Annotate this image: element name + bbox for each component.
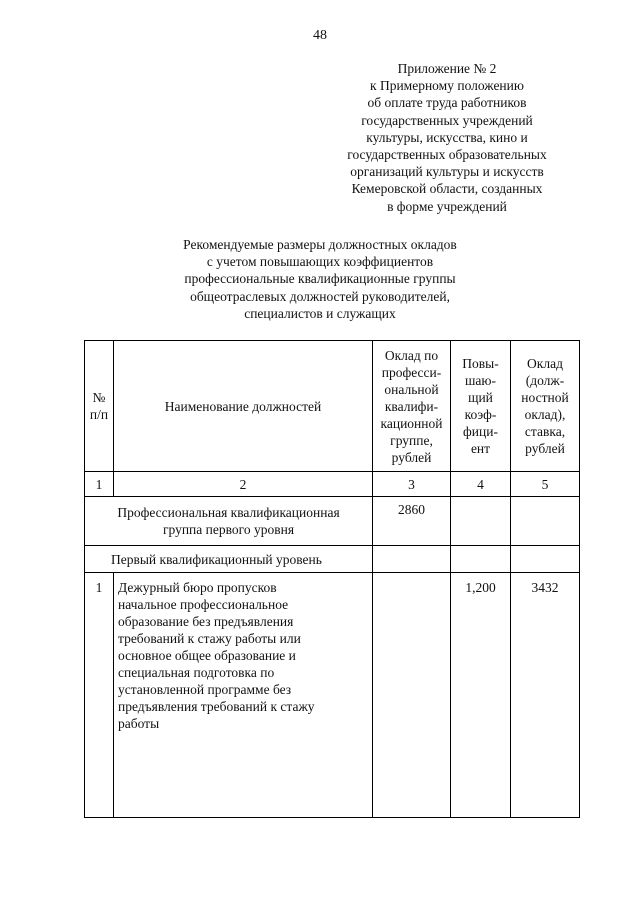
title-line: с учетом повышающих коэффициентов [206, 254, 434, 270]
header-line: професси- [381, 364, 442, 380]
header-line: рублей [391, 449, 432, 465]
header-oklad-group [373, 341, 451, 472]
header-line: ставка, [524, 424, 566, 439]
group-salary-empty [511, 497, 580, 546]
header-line: ент [470, 441, 491, 456]
header-num [85, 341, 114, 472]
title-line: профессиональные квалификационные группы [184, 271, 456, 287]
header-line: квалифи- [384, 398, 439, 414]
group-name [85, 497, 373, 546]
column-number: 4 [451, 472, 511, 497]
description-line: Дежурный бюро пропусков [118, 580, 277, 595]
appendix-block [330, 60, 564, 215]
header-line: ональной [384, 381, 439, 397]
appendix-line: Приложение № 2 [397, 61, 497, 76]
description-line: начальное профессиональное [118, 597, 289, 612]
group-row [85, 497, 580, 546]
appendix-line: об оплате труда работников [367, 95, 527, 111]
header-line: шаю- [465, 373, 496, 388]
column-number: 3 [373, 472, 451, 497]
title-line: Рекомендуемые размеры должностных окладов [183, 237, 457, 252]
header-line: оклад), [524, 407, 566, 422]
appendix-line: культуры, искусства, кино и [366, 129, 528, 145]
row-oklad-empty [373, 573, 451, 818]
group-coef-empty [451, 497, 511, 546]
header-line: фици- [463, 424, 498, 439]
header-line: группе, [390, 432, 433, 448]
level-oklad-empty [373, 546, 451, 573]
row-description [114, 573, 373, 818]
header-line: коэф- [464, 407, 497, 422]
header-line: ностной [521, 390, 569, 405]
row-salary: 3432 [511, 573, 580, 818]
description-line: специальная подготовка по [118, 665, 275, 680]
description-line: основное общее образование и [118, 648, 296, 663]
header-line: Оклад по [384, 347, 439, 363]
header-name: Наименование должностей [114, 341, 373, 472]
level-row [85, 546, 580, 573]
title-line: общеотраслевых должностей руководителей, [190, 288, 450, 304]
document-title [140, 236, 500, 322]
description-line: установленной программе без [118, 682, 292, 697]
column-number: 5 [511, 472, 580, 497]
appendix-line: в форме учреждений [387, 198, 507, 214]
header-line: Оклад [527, 356, 563, 371]
header-line: Повы- [462, 356, 499, 371]
column-number: 2 [114, 472, 373, 497]
header-line: (долж- [525, 373, 565, 388]
column-number: 1 [85, 472, 114, 497]
group-name-line: Профессиональная квалификационная [117, 505, 340, 520]
header-line: кационной [380, 415, 443, 431]
appendix-line: государственных учреждений [361, 112, 533, 128]
header-num-line: № [92, 390, 106, 405]
group-name-line: группа первого уровня [162, 522, 295, 537]
description-line: работы [118, 716, 160, 731]
page-number: 48 [313, 28, 327, 43]
level-salary-empty [511, 546, 580, 573]
table-row [85, 573, 580, 818]
header-coef [451, 341, 511, 472]
header-salary [511, 341, 580, 472]
level-name: Первый квалификационный уровень [85, 546, 373, 573]
description-line: образование без предъявления [118, 614, 294, 629]
row-coef: 1,200 [451, 573, 511, 818]
header-line: рублей [525, 441, 565, 456]
header-num-line: п/п [89, 407, 109, 422]
description-line: требований к стажу работы или [118, 631, 301, 646]
appendix-line: организаций культуры и искусств [350, 164, 544, 180]
appendix-line: государственных образовательных [347, 147, 547, 163]
table-header-row [85, 341, 580, 472]
description-line: предъявления требований к стажу [118, 699, 315, 714]
column-numbers-row [85, 472, 580, 497]
group-oklad: 2860 [373, 497, 451, 546]
level-coef-empty [451, 546, 511, 573]
row-number: 1 [85, 573, 114, 818]
title-line: специалистов и служащих [244, 305, 396, 321]
appendix-line: к Примерному положению [370, 78, 524, 94]
appendix-line: Кемеровской области, созданных [351, 181, 543, 197]
salary-table [84, 340, 580, 818]
header-line: щий [468, 390, 493, 405]
